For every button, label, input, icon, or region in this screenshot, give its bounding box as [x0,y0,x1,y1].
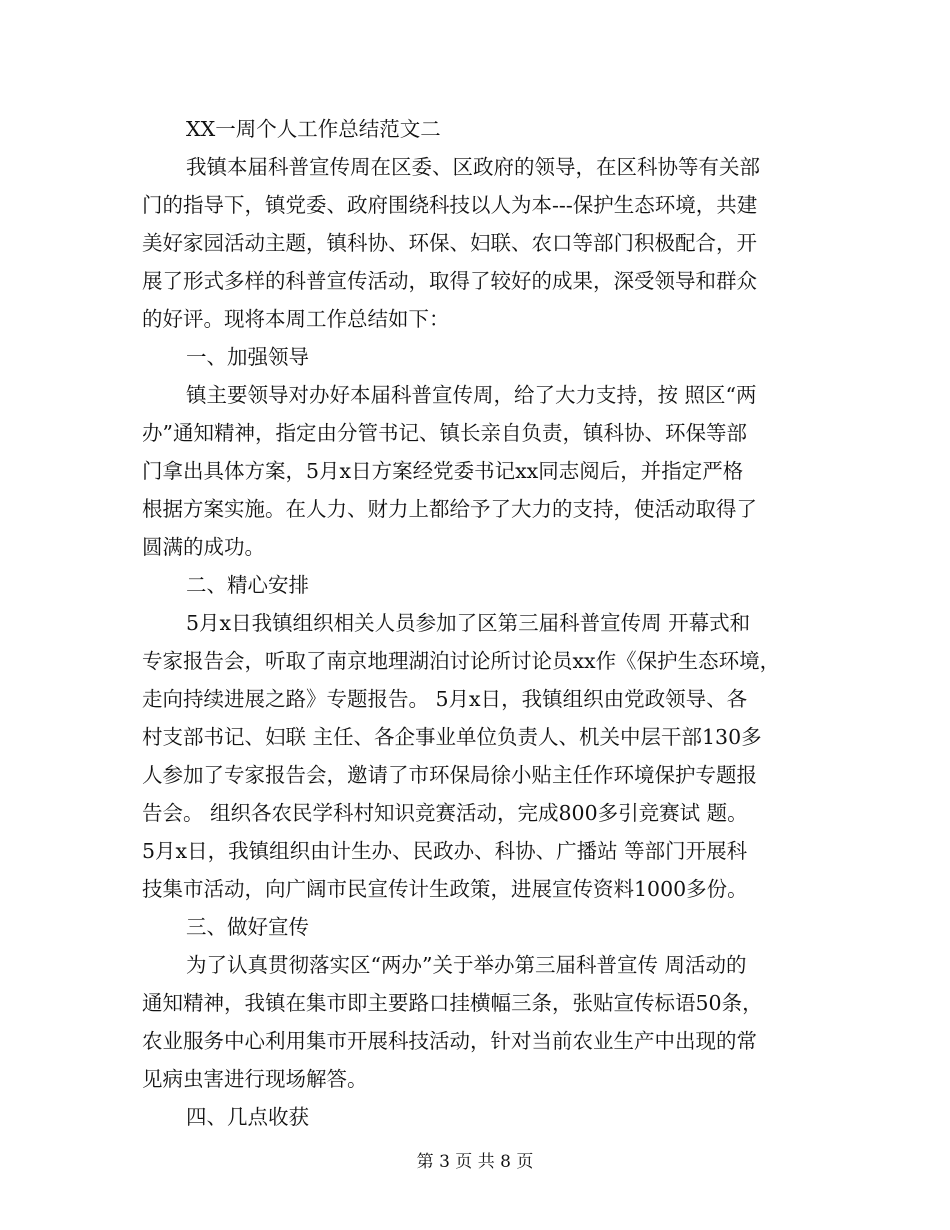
section-line: 农业服务中心利用集市开展科技活动，针对当前农业生产中出现的常 [142,1029,757,1053]
section-line: 为了认真贯彻落实区“两办”关于举办第三届科普宣传 周活动的 [186,953,747,977]
section-line: 5月x日，我镇组织由计生办、民政办、科协、广播站 等部门开展科 [142,839,748,863]
page-number: 第 3 页 共 8 页 [416,1152,534,1172]
section-heading: 四、几点收获 [186,1105,309,1129]
section-line: 5月x日我镇组织相关人员参加了区第三届科普宣传周 开幕式和 [186,611,751,635]
intro-line: 美好家园活动主题，镇科协、环保、妇联、农口等部门积极配合，开 [142,231,757,255]
intro-line: 展了形式多样的科普宣传活动，取得了较好的成果，深受领导和群众 [142,269,757,293]
section-line: 通知精神，我镇在集市即主要路口挂横幅三条，张贴宣传标语50条， [142,991,763,1015]
section-heading: 三、做好宣传 [186,915,309,939]
section-line: 走向持续进展之路》专题报告。 5月x日，我镇组织由党政领导、各 [142,687,748,711]
intro-line: 的好评。现将本周工作总结如下： [142,307,450,331]
section-heading: 一、加强领导 [186,345,309,369]
section-line: 镇主要领导对办好本届科普宣传周，给了大力支持，按 照区“两 [186,383,757,407]
section-line: 圆满的成功。 [142,535,265,559]
document-title: XX一周个人工作总结范文二 [186,117,441,141]
section-line: 专家报告会，听取了南京地理湖泊讨论所讨论员xx作《保护生态环境， [142,649,781,673]
intro-line: 门的指导下，镇党委、政府围绕科技以人为本---保护生态环境，共建 [142,193,758,217]
section-line: 见病虫害进行现场解答。 [142,1067,368,1091]
document-body [142,110,810,1136]
intro-line: 我镇本届科普宣传周在区委、区政府的领导，在区科协等有关部 [186,155,760,179]
section-line: 根据方案实施。在人力、财力上都给予了大力的支持，使活动取得了 [142,497,757,521]
section-line: 告会。 组织各农民学科村知识竞赛活动，完成800多引竞赛试 题。 [142,801,748,825]
section-line: 门拿出具体方案，5月x日方案经党委书记xx同志阅后，并指定严格 [142,459,744,483]
section-line: 办”通知精神，指定由分管书记、镇长亲自负责，镇科协、环保等部 [142,421,747,445]
section-line: 技集市活动，向广阔市民宣传计生政策，进展宣传资料1000多份。 [142,877,748,901]
section-line: 人参加了专家报告会，邀请了市环保局徐小贴主任作环境保护专题报 [142,763,757,787]
section-heading: 二、精心安排 [186,573,309,597]
section-line: 村支部书记、妇联 主任、各企事业单位负责人、机关中层干部130多 [142,725,762,749]
